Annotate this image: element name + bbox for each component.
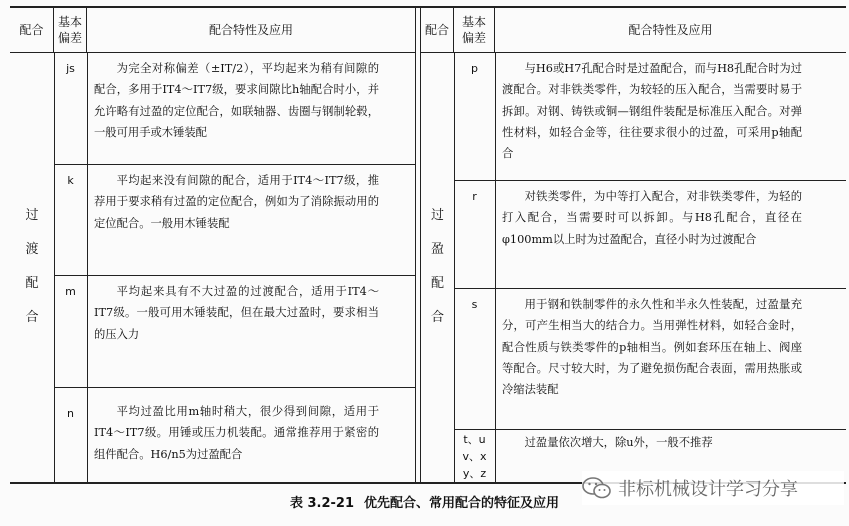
table-right-half — [421, 8, 846, 482]
row-description: 对铁类零件，为中等打入配合，对非铁类零件，为轻的打入配合，当需要时可以拆卸。与H8孔配合，直径在φ100mm以上时为过盈配合，直径小时为过渡配合 — [502, 190, 802, 246]
header-basic-deviation: 基本 偏差 — [54, 8, 87, 52]
category-char: 渡 — [25, 242, 39, 257]
deviation-symbol: r — [472, 190, 477, 203]
deviation-symbol: s — [471, 298, 478, 311]
table-left-half — [10, 8, 415, 482]
row-description: 与H6或H7孔配合时是过盈配合，而与H8孔配合时为过渡配合。对非铁类零件，为较轻的压入配合，当需要时易于拆卸。对钢、铸铁或铜—钢组件装配是标准压入配合。对弹性材料，如轻合金等，往往要求很小的过盈，可采用p轴配合 — [502, 62, 802, 161]
row-description: 平均起来具有不大过盈的过渡配合，适用于IT4～IT7级。一般可用木锤装配，但在最大过盈时，要求相当的压入力 — [94, 285, 379, 341]
table-row — [54, 275, 415, 388]
category-char: 过 — [430, 208, 444, 223]
table-row — [54, 387, 415, 482]
watermark — [582, 471, 844, 505]
table-row — [54, 164, 415, 276]
row-description: 为完全对称偏差（±IT/2），平均起来为稍有间隙的配合，多用于IT4～IT7级，要求间隙比h轴配合时小，并允许略有过盈的定位配合，如联轴器、齿圈与钢制轮毂，一般可用手或木锤装配 — [94, 62, 379, 139]
deviation-symbol: p — [471, 62, 478, 75]
category-interference-fit — [421, 52, 454, 482]
table-header-left — [10, 8, 415, 53]
table-row — [54, 52, 415, 165]
table-row — [454, 288, 846, 430]
row-description: 用于钢和铁制零件的永久性和半永久性装配，过盈量充分，可产生相当大的结合力。当用弹性材料，如轻合金时，配合性质与铁类零件的p轴相当。例如套环压在轴上、阀座等配合。尺寸较大时，为了避免损伤配合表面，需用热胀或冷缩法装配 — [502, 298, 802, 397]
category-transition-fit — [10, 52, 54, 482]
watermark-text: 非标机械设计学习分享 — [618, 479, 798, 500]
deviation-symbol: k — [67, 174, 74, 187]
header-features: 配合特性及应用 — [208, 23, 293, 37]
header-basic-deviation: 基本 偏差 — [454, 8, 495, 52]
table-number: 表 3.2-21 — [289, 496, 355, 511]
category-char: 合 — [430, 310, 444, 325]
fit-characteristics-table — [10, 6, 846, 484]
table-header-right — [421, 8, 846, 53]
wechat-icon — [582, 476, 612, 500]
deviation-symbol: t、u v、x y、z — [462, 433, 487, 480]
header-fit: 配合 — [421, 8, 454, 52]
row-description: 过盈量依次增大，除u外，一般不推荐 — [524, 436, 713, 449]
deviation-symbol: js — [66, 62, 75, 75]
row-description: 平均过盈比用m轴时稍大，很少得到间隙，适用于IT4～IT7级。用锤或压力机装配。通常推荐用于紧密的组件配合。H6/n5为过盈配合 — [94, 405, 379, 461]
category-char: 配 — [430, 276, 444, 291]
category-char: 盈 — [430, 242, 444, 257]
category-char: 过 — [25, 208, 39, 223]
header-features: 配合特性及应用 — [628, 23, 713, 37]
header-fit: 配合 — [10, 8, 54, 52]
category-char: 合 — [25, 310, 39, 325]
category-char: 配 — [25, 276, 39, 291]
deviation-symbol: m — [65, 285, 76, 298]
table-row — [454, 180, 846, 289]
row-description: 平均起来没有间隙的配合，适用于IT4～IT7级，推荐用于要求稍有过盈的定位配合，例如为了消除振动用的定位配合。一般用木锤装配 — [94, 174, 379, 230]
table-title: 优先配合、常用配合的特征及应用 — [364, 496, 560, 511]
table-row — [454, 52, 846, 181]
deviation-symbol: n — [67, 407, 74, 420]
